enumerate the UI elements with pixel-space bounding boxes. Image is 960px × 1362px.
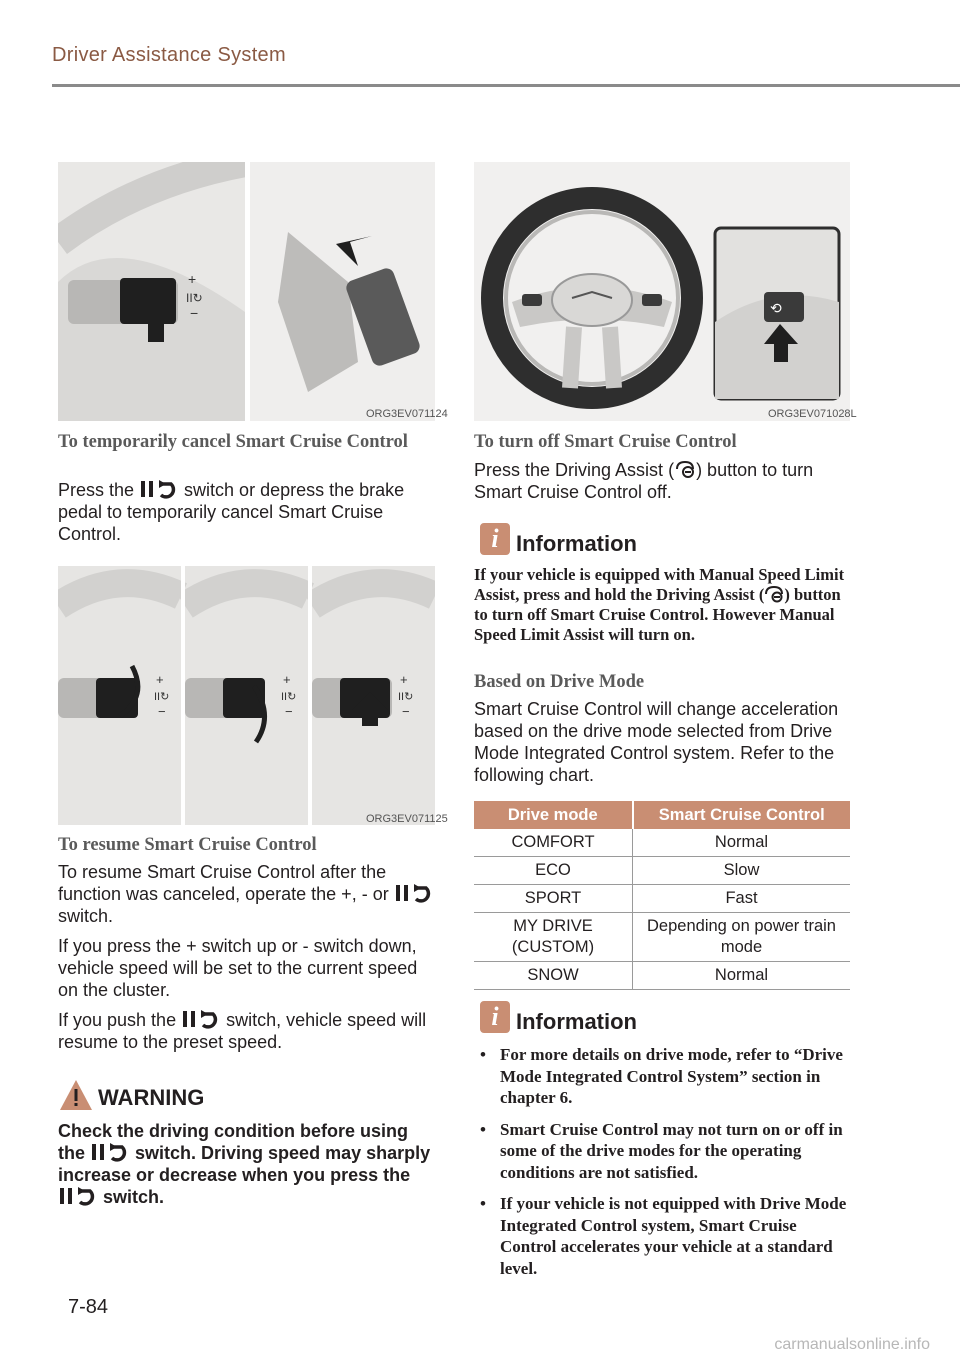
page-number: 7-84 (68, 1296, 109, 1318)
resume-cancel-switch-icon (139, 479, 179, 499)
warning-text-c: switch. (98, 1187, 165, 1207)
svg-text:+: + (188, 271, 197, 287)
resume-p3-a: If you push the (58, 1010, 182, 1030)
svg-text:−: − (158, 704, 166, 719)
driving-assist-icon (674, 459, 696, 479)
warning-text-a: Check the driving condition before using the (58, 1121, 409, 1163)
turn-off-text (474, 459, 850, 511)
warning-triangle-icon (58, 1078, 94, 1114)
table-cell: Normal (633, 829, 851, 857)
svg-text:II↻: II↻ (186, 291, 203, 305)
steering-wheel-illustration (474, 162, 850, 421)
turn-off-heading: To turn off Smart Cruise Control (474, 432, 737, 452)
resume-p1-b: switch. (58, 906, 114, 926)
table-cell: SNOW (474, 962, 633, 990)
table-cell: Depending on power train mode (633, 913, 851, 962)
resume-heading: To resume Smart Cruise Control (58, 835, 317, 855)
info-icon: i (480, 523, 510, 555)
table-cell: MY DRIVE (CUSTOM) (474, 913, 633, 962)
info-icon: i (480, 1001, 510, 1033)
svg-text:+: + (283, 672, 291, 687)
resume-cancel-switch-icon (90, 1142, 130, 1162)
table-header: Drive mode (474, 801, 633, 829)
figure-resume (58, 566, 435, 825)
resume-p2: If you press the + switch up or - switch down, vehicle speed will be set to the current speed on the cluster. (58, 936, 418, 1000)
resume-cancel-switch-icon (394, 883, 434, 903)
header-rule (52, 84, 960, 87)
figure-turn-off (474, 162, 850, 421)
table-row (474, 913, 850, 962)
figure-cancel (58, 162, 435, 421)
cancel-heading: To temporarily cancel Smart Cruise Control (58, 432, 408, 452)
info-bullet-list (474, 1044, 850, 1289)
drive-mode-text: Smart Cruise Control will change acceleration based on the drive mode selected from Drive Mode Integrated Control system. Refer to the following chart. (474, 699, 839, 785)
svg-text:II↻: II↻ (398, 691, 414, 703)
svg-text:−: − (190, 305, 199, 321)
warning-text (58, 1120, 436, 1208)
cancel-text-b: switch or depress the brake pedal to temporarily cancel Smart Cruise Control. (58, 480, 405, 544)
resume-text (58, 861, 438, 1061)
resume-cancel-switch-icon (58, 1186, 98, 1206)
driving-assist-icon (764, 585, 784, 603)
svg-text:+: + (400, 672, 408, 687)
watermark: carmanualsonline.info (774, 1336, 930, 1353)
table-cell: Normal (633, 962, 851, 990)
switch-operation-illustration (58, 566, 435, 825)
table-row (474, 857, 850, 885)
svg-text:−: − (285, 704, 293, 719)
figure-code: ORG3EV071125 (366, 813, 448, 825)
list-item: • Smart Cruise Control may not turn on or off in some of the drive modes for the operating conditions are not satisfied. (474, 1119, 850, 1184)
steering-switch-illustration (58, 162, 435, 421)
resume-cancel-switch-icon (181, 1009, 221, 1029)
table-row (474, 829, 850, 857)
table-cell: ECO (474, 857, 633, 885)
svg-text:⟲: ⟲ (770, 300, 782, 316)
table-row (474, 885, 850, 913)
drive-mode-table (474, 801, 850, 990)
table-cell: Slow (633, 857, 851, 885)
info1-text-a: If your vehicle is equipped with Manual Speed Limit Assist, press and hold the Driving Assist ( (474, 565, 845, 604)
warning-text-b: switch. Driving speed may sharply increase or decrease when you press the (58, 1143, 431, 1185)
cancel-text (58, 479, 436, 553)
list-item: • For more details on drive mode, refer to “Drive Mode Integrated Control System” section in chapter 6. (474, 1044, 850, 1109)
cancel-text-a: Press the (58, 480, 140, 500)
svg-text:−: − (402, 704, 410, 719)
resume-p3-b: switch, vehicle speed will resume to the preset speed. (58, 1010, 427, 1052)
warning-title: WARNING (98, 1085, 205, 1110)
svg-text:II↻: II↻ (281, 691, 297, 703)
table-cell: COMFORT (474, 829, 633, 857)
info-title: Information (516, 1009, 637, 1034)
section-header: Driver Assistance System (52, 44, 286, 66)
table-cell: SPORT (474, 885, 633, 913)
table-row (474, 962, 850, 990)
figure-code: ORG3EV071028L (768, 408, 857, 420)
svg-text:+: + (156, 672, 164, 687)
svg-text:II↻: II↻ (154, 691, 170, 703)
info-text (474, 565, 850, 645)
drive-mode-heading: Based on Drive Mode (474, 672, 645, 692)
figure-code: ORG3EV071124 (366, 408, 448, 420)
table-header-row (474, 801, 850, 829)
info1-text-b: ) button to turn off Smart Cruise Control. However Manual Speed Limit Assist will turn on. (474, 585, 841, 644)
list-item: • If your vehicle is not equipped with Drive Mode Integrated Control system, Smart Cruise Control accelerates your vehicle at a standard level. (474, 1193, 850, 1279)
resume-p1-a: To resume Smart Cruise Control after the function was canceled, operate the +, - or (58, 862, 394, 904)
info-title: Information (516, 531, 637, 556)
table-cell: Fast (633, 885, 851, 913)
turn-off-text-b: ) button to turn Smart Cruise Control off. (474, 460, 814, 502)
table-header: Smart Cruise Control (633, 801, 851, 829)
turn-off-text-a: Press the Driving Assist ( (474, 460, 675, 480)
